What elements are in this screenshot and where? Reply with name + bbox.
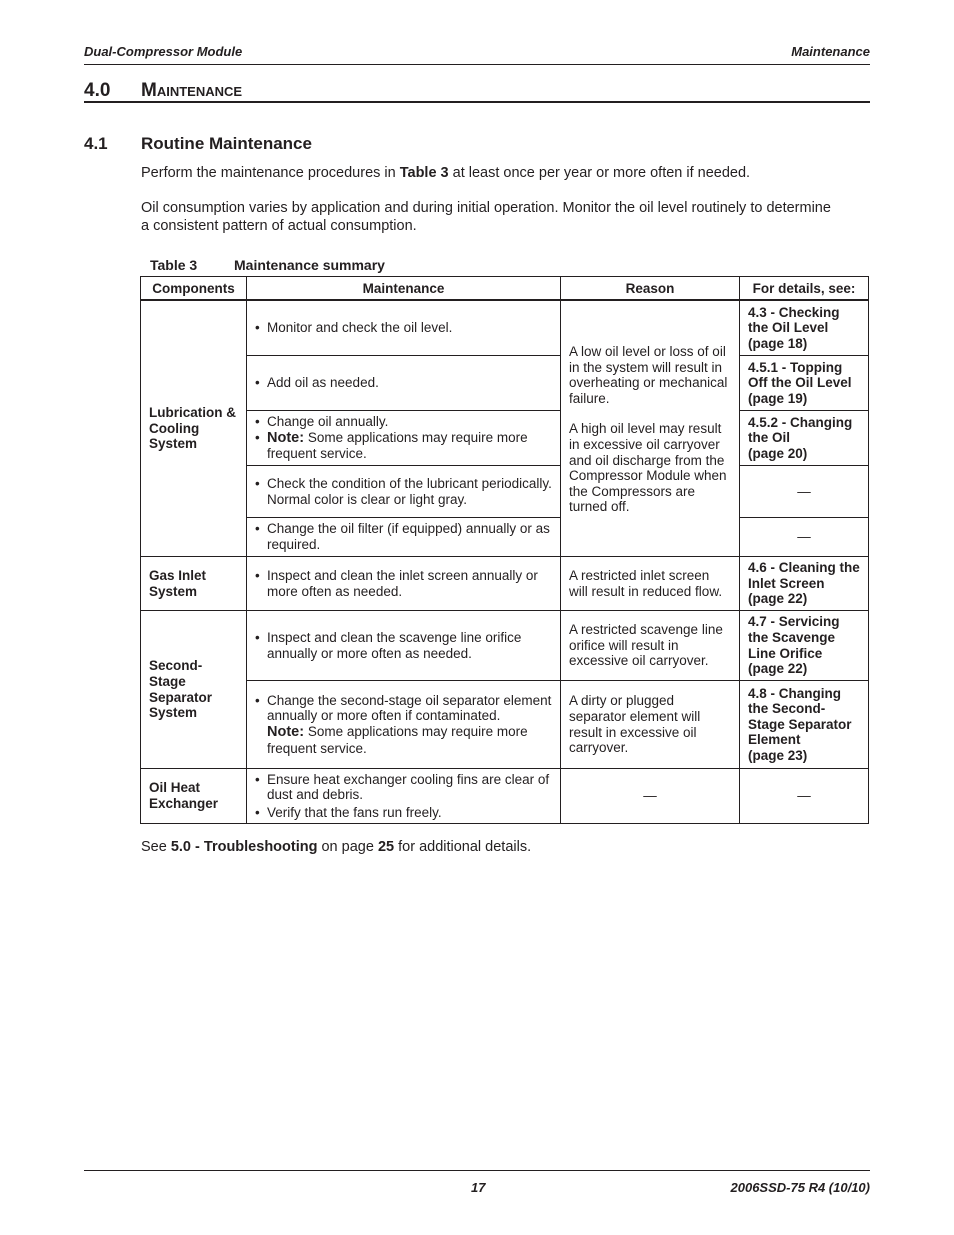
- details-page: (page 22): [748, 661, 808, 677]
- list-item: • Verify that the fans run freely.: [255, 805, 552, 821]
- list-item: • Inspect and clean the inlet screen annually or more often as needed.: [255, 568, 552, 599]
- note-text: for additional details.: [394, 839, 532, 855]
- note: [255, 724, 552, 756]
- section-heading: [84, 80, 870, 103]
- list-item: • Add oil as needed.: [255, 375, 552, 391]
- maintenance-cell: [246, 410, 561, 466]
- maintenance-cell: [246, 465, 561, 518]
- table-caption: [150, 257, 385, 273]
- note-label: Note:: [267, 429, 305, 446]
- intro-paragraph-1: [141, 164, 841, 182]
- component-gas-inlet: Gas Inlet System: [140, 556, 247, 611]
- reason-cell: A dirty or plugged separator element will result in excessive oil carryover.: [560, 680, 740, 769]
- reason-text: A high oil level may result in excessive oil carryover and oil discharge from the Compressor Module when the Compressors are turned off.: [569, 421, 727, 515]
- table-label: Table 3: [150, 257, 198, 273]
- details-page: (page 19): [748, 390, 808, 406]
- list-item: • Check the condition of the lubricant periodically. Normal color is clear or light gray.: [255, 476, 552, 507]
- table-header-rule: [140, 299, 869, 301]
- maintenance-cell: [246, 517, 561, 557]
- reason-cell: A restricted inlet screen will result in reduced flow.: [560, 556, 740, 611]
- maintenance-cell: [246, 300, 561, 356]
- reason-cell: A restricted scavenge line orifice will result in excessive oil carryover.: [560, 610, 740, 681]
- details-page: (page 23): [748, 747, 808, 763]
- list-item: • Change oil annually.: [255, 414, 552, 430]
- intro-text: Perform the maintenance procedures in: [141, 165, 400, 181]
- header-section: Maintenance: [791, 44, 870, 59]
- details-ref: 4.6 - Cleaning the Inlet Screen: [748, 560, 860, 591]
- details-ref: 4.3 - Checking the Oil Level: [748, 304, 840, 336]
- details-cell: [739, 680, 869, 769]
- page-header: [84, 44, 870, 65]
- note-label: Note:: [267, 724, 305, 740]
- details-cell: —: [739, 517, 869, 557]
- table-title: Maintenance summary: [234, 257, 385, 273]
- header-reason: Reason: [560, 276, 740, 301]
- note: [255, 430, 552, 462]
- section-title: Maintenance: [141, 80, 243, 101]
- maintenance-cell: [246, 355, 561, 411]
- details-cell: —: [739, 465, 869, 518]
- details-cell: [739, 355, 869, 411]
- details-ref: 4.5.2 - Changing the Oil: [748, 414, 853, 446]
- list-item: • Monitor and check the oil level.: [255, 320, 552, 336]
- details-cell: —: [739, 768, 869, 824]
- maintenance-table: [140, 276, 869, 824]
- list-item: • Ensure heat exchanger cooling fins are clear of dust and debris.: [255, 772, 552, 803]
- header-maintenance: Maintenance: [246, 276, 561, 301]
- details-page: (page 20): [748, 445, 808, 461]
- maintenance-cell: [246, 680, 561, 769]
- section-number: 4.0: [84, 80, 111, 101]
- intro-paragraph-2: Oil consumption varies by application and during initial operation. Monitor the oil level routinely to determine a consistent pattern of actual consumption.: [141, 200, 831, 234]
- maintenance-cell: [246, 610, 561, 681]
- list-item: • Change the second-stage oil separator element annually or more often if contaminated.: [255, 693, 552, 724]
- details-page: (page 18): [748, 335, 808, 351]
- note-text: Some applications may require more frequent service.: [267, 724, 528, 756]
- component-lubrication: Lubrication & Cooling System: [140, 300, 247, 557]
- header-details: For details, see:: [739, 276, 869, 301]
- page-footer: [84, 1170, 870, 1195]
- reason-cell: —: [560, 768, 740, 824]
- footer-note: [141, 839, 531, 855]
- list-item: • Inspect and clean the scavenge line orifice annually or more often as needed.: [255, 630, 552, 661]
- details-cell: [739, 556, 869, 611]
- reason-text: A low oil level or loss of oil in the system will result in overheating or mechanical failure.: [569, 344, 728, 406]
- details-ref: 4.8 - Changing the Second-Stage Separator Element: [748, 685, 852, 748]
- reason-cell: [560, 300, 740, 557]
- details-cell: [739, 410, 869, 466]
- page-ref: 25: [377, 839, 395, 855]
- table-link: Table 3: [399, 165, 449, 181]
- list-item: • Change the oil filter (if equipped) annually or as required.: [255, 521, 552, 552]
- intro-text: at least once per year or more often if needed.: [448, 165, 751, 181]
- component-separator: Second-Stage Separator System: [140, 610, 247, 769]
- details-ref: 4.7 - Servicing the Scavenge Line Orifice: [748, 614, 840, 661]
- document-id: 2006SSD-75 R4 (10/10): [730, 1180, 870, 1195]
- details-ref: 4.5.1 - Topping Off the Oil Level: [748, 359, 852, 391]
- note-text: See: [141, 839, 171, 855]
- details-cell: [739, 610, 869, 681]
- note-text: Some applications may require more frequent service.: [267, 429, 528, 462]
- header-title: Dual-Compressor Module: [84, 44, 243, 59]
- maintenance-cell: [246, 556, 561, 611]
- note-text: on page: [317, 839, 378, 855]
- subsection-title: Routine Maintenance: [141, 134, 312, 153]
- header-components: Components: [140, 276, 247, 301]
- maintenance-cell: [246, 768, 561, 824]
- subsection-number: 4.1: [84, 134, 108, 153]
- details-cell: [739, 300, 869, 356]
- details-page: (page 22): [748, 591, 808, 607]
- troubleshooting-ref: 5.0 - Troubleshooting: [170, 839, 318, 855]
- component-heat-exchanger: Oil Heat Exchanger: [140, 768, 247, 824]
- page-number: 17: [471, 1180, 486, 1195]
